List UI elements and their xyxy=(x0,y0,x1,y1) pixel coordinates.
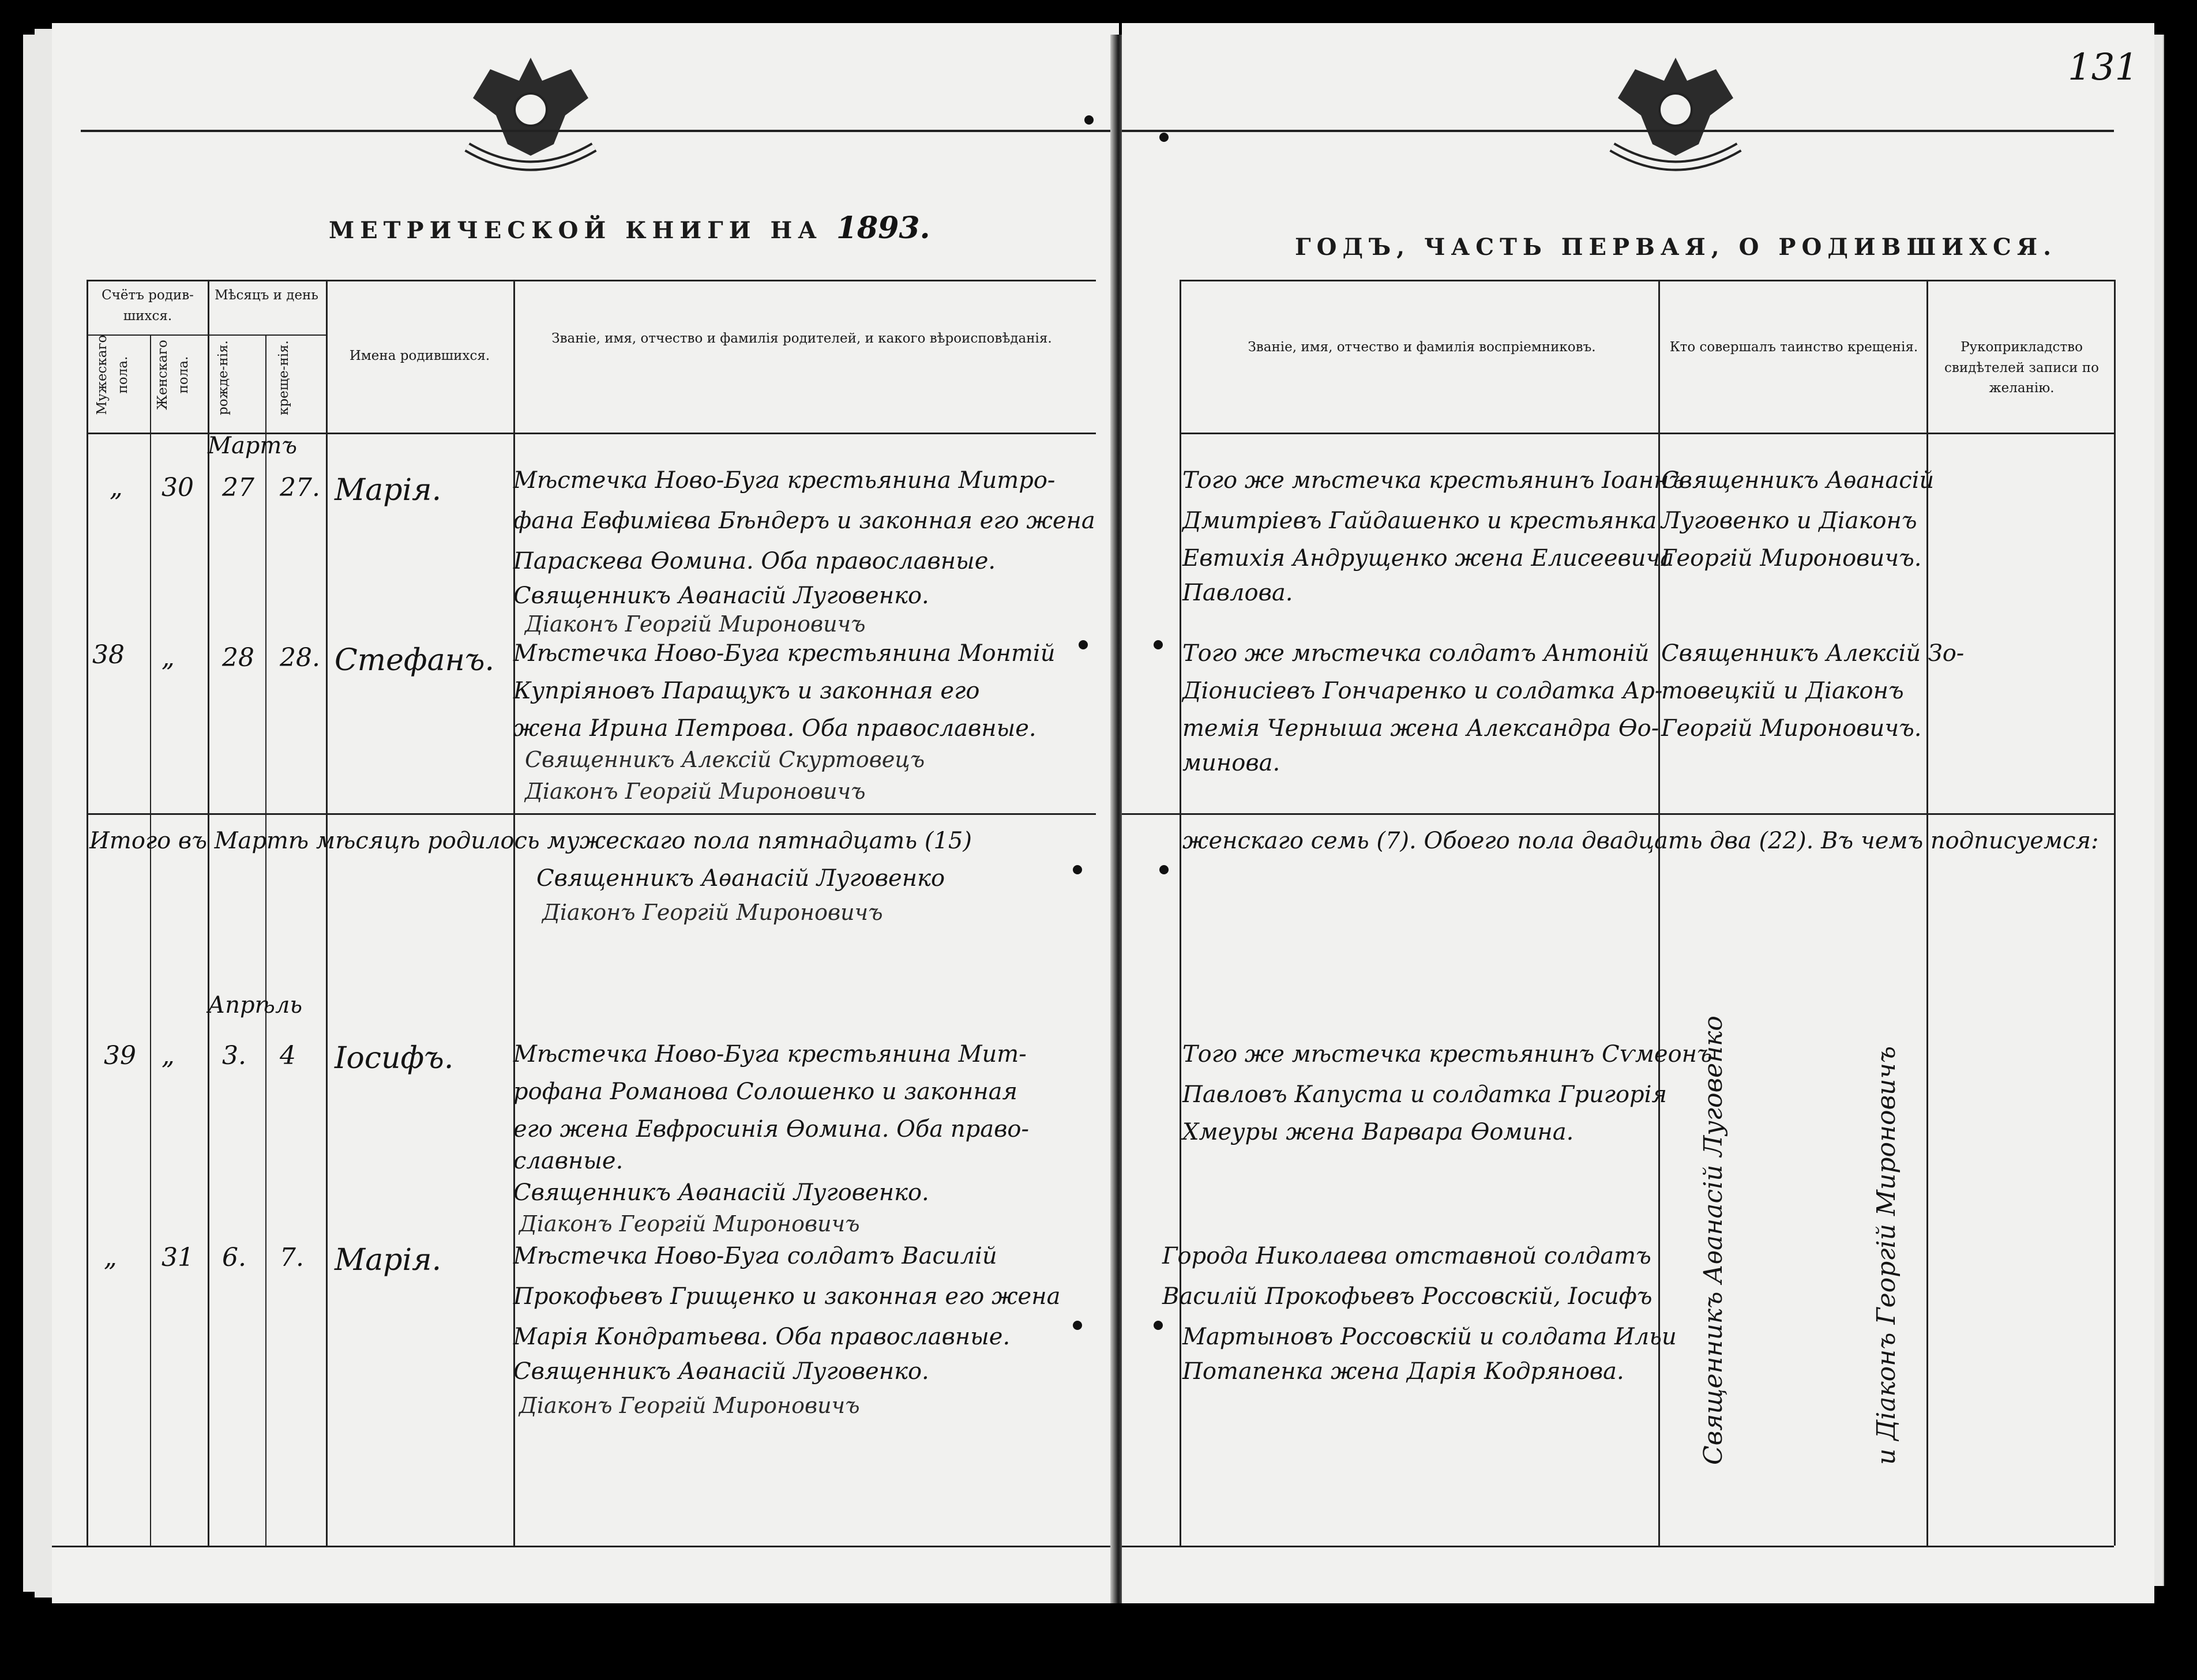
row1-performer-line: Священникъ Аѳанасій xyxy=(1661,467,1935,494)
col-header-godparents: Званіе, имя, отчество и фамилія воспріемниковъ. xyxy=(1248,340,1596,355)
vertical-performer-note: Священникъ Аѳанасій Луговенко xyxy=(1699,1016,1728,1465)
vertical-deacon-note: и Діаконъ Георгій Мироновичъ xyxy=(1872,1046,1901,1465)
summary-left: Итого въ Мартѣ мѣсяцѣ родилось мужескаго пола пятнадцать (15) xyxy=(89,828,972,854)
binding-hole xyxy=(1084,115,1094,125)
row1-priest: Священникъ Аѳанасій Луговенко. xyxy=(513,582,929,609)
row4-born: 6. xyxy=(222,1243,246,1272)
row1-male: „ xyxy=(110,473,123,502)
row2-performer-line: Георгій Мироновичъ. xyxy=(1661,715,1922,742)
table-bottom-rule xyxy=(52,1546,1119,1547)
row1-deacon: Діаконъ Георгій Мироновичъ xyxy=(525,611,866,637)
row4-parents-line: Марія Кондратьева. Оба православные. xyxy=(513,1324,1011,1350)
row3-godparents-line: Хмеуры жена Варвара Ѳомина. xyxy=(1182,1119,1574,1145)
row3-month: Апрѣль xyxy=(208,992,303,1018)
row4-female: 31 xyxy=(162,1243,194,1272)
col-line xyxy=(326,280,328,1546)
row4-godparents-line: Василій Прокофьевъ Россовскій, Іосифъ xyxy=(1162,1283,1653,1310)
row4-parents-line: Мѣстечка Ново-Буга солдатъ Василій xyxy=(513,1243,997,1269)
row3-born: 3. xyxy=(222,1041,246,1070)
col-header-date: Мѣсяцъ и день xyxy=(215,288,318,303)
row2-female: „ xyxy=(162,643,175,672)
col-line xyxy=(87,280,88,1546)
col-header-count: Счётъ родив-шихся. xyxy=(102,288,194,324)
row2-godparents-line: Діонисіевъ Гончаренко и солдатка Ар- xyxy=(1182,678,1663,704)
year-value: 1893. xyxy=(836,211,930,246)
row1-performer-line: Георгій Мироновичъ. xyxy=(1661,545,1922,572)
binding-hole xyxy=(1159,865,1169,874)
row4-parents-line: Прокофьевъ Грищенко и законная его жена xyxy=(513,1283,1061,1310)
row2-parents-line: Купріяновъ Паращукъ и законная его xyxy=(513,678,980,704)
top-rule xyxy=(81,130,1119,132)
row1-parents-line: Параскева Ѳомина. Оба православные. xyxy=(513,548,996,574)
col-header-female: Женскаго пола. xyxy=(155,340,191,410)
row3-male: 39 xyxy=(104,1041,136,1070)
row1-born: 27 xyxy=(222,473,254,502)
row2-godparents-line: минова. xyxy=(1182,750,1280,776)
summary-rule xyxy=(87,813,1096,815)
binding-hole xyxy=(1154,640,1163,649)
col-line xyxy=(150,335,151,1546)
row3-parents-line: славные. xyxy=(513,1148,624,1174)
row1-parents-line: фана Евфимієва Бѣндеръ и законная его жена xyxy=(513,508,1095,534)
row4-godparents-line: Мартыновъ Россовскій и солдата Ильи xyxy=(1182,1324,1677,1350)
page-title-continued: ГОДЪ, ЧАСТЬ ПЕРВАЯ, О РОДИВШИХСЯ. xyxy=(1295,234,2057,261)
row2-born: 28 xyxy=(222,643,254,672)
row2-signature: Священникъ Алексій Скуртовецъ xyxy=(525,747,925,772)
row3-deacon: Діаконъ Георгій Мироновичъ xyxy=(519,1211,860,1236)
row3-female: „ xyxy=(162,1041,175,1070)
row3-priest: Священникъ Аѳанасій Луговенко. xyxy=(513,1179,929,1206)
table-top-rule xyxy=(87,280,1096,281)
col-header-male: Мужескаго пола. xyxy=(95,335,130,415)
row2-baptized: 28. xyxy=(280,643,320,672)
row2-name: Стефанъ. xyxy=(335,643,495,678)
col-line xyxy=(208,280,209,1546)
col-header-performer: Кто совершалъ таинство крещенія. xyxy=(1669,340,1918,355)
row2-male: 38 xyxy=(92,640,125,670)
col-line xyxy=(2114,280,2116,1546)
col-line xyxy=(1180,280,1181,1546)
binding-hole xyxy=(1073,865,1082,874)
row1-parents-line: Мѣстечка Ново-Буга крестьянина Митро- xyxy=(513,467,1056,494)
row3-baptized: 4 xyxy=(280,1041,296,1070)
row1-godparents-line: Дмитріевъ Гайдашенко и крестьянка xyxy=(1182,508,1657,534)
row3-godparents-line: Того же мѣстечка крестьянинъ Сѵмеонъ xyxy=(1182,1041,1712,1068)
summary-priest: Священникъ Аѳанасій Луговенко xyxy=(536,865,945,892)
row1-female: 30 xyxy=(162,473,194,502)
binding-hole xyxy=(1073,1321,1082,1330)
row4-name: Марія. xyxy=(335,1243,442,1277)
row1-godparents-line: Павлова. xyxy=(1182,580,1293,606)
summary-right: женскаго семь (7). Обоего пола двадцать два (22). Въ чемъ подписуемся: xyxy=(1182,828,2099,854)
row4-godparents-line: Потапенка жена Дарія Кодрянова. xyxy=(1182,1358,1624,1385)
row1-name: Марія. xyxy=(335,473,442,508)
row3-godparents-line: Павловъ Капуста и солдатка Григорія xyxy=(1182,1081,1667,1108)
row4-deacon: Діаконъ Георгій Мироновичъ xyxy=(519,1393,860,1418)
summary-deacon: Діаконъ Георгій Мироновичъ xyxy=(542,900,883,925)
row2-parents-line: жена Ирина Петрова. Оба православные. xyxy=(513,715,1036,742)
row1-performer-line: Луговенко и Діаконъ xyxy=(1661,508,1917,534)
row1-month: Мартъ xyxy=(208,433,297,459)
row4-baptized: 7. xyxy=(280,1243,304,1272)
row2-parents-line: Мѣстечка Ново-Буга крестьянина Монтій xyxy=(513,640,1056,667)
page-title: МЕТРИЧЕСКОЙ КНИГИ НА 1893. xyxy=(329,211,930,246)
table-bottom-rule xyxy=(1122,1546,2114,1547)
row3-parents-line: рофана Романова Солошенко и законная xyxy=(513,1078,1018,1105)
binding-hole xyxy=(1159,133,1169,142)
col-header-birth: рожде-нія. xyxy=(216,340,231,415)
row2-performer-line: товецкій и Діаконъ xyxy=(1661,678,1904,704)
header-bottom-rule xyxy=(1180,433,2114,434)
row1-godparents-line: Того же мѣстечка крестьянинъ Іоаннъ xyxy=(1182,467,1685,494)
col-header-parents: Званіе, имя, отчество и фамилія родителей, и какого вѣроисповѣданія. xyxy=(551,331,1052,346)
row4-male: „ xyxy=(104,1243,117,1272)
row3-parents-line: Мѣстечка Ново-Буга крестьянина Мит- xyxy=(513,1041,1027,1068)
imperial-eagle-emblem xyxy=(456,46,606,179)
binding-hole xyxy=(1154,1321,1163,1330)
row3-name: Іосифъ. xyxy=(335,1041,454,1076)
table-top-rule xyxy=(1180,280,2114,281)
left-page xyxy=(52,23,1119,1603)
col-header-names: Имена родившихся. xyxy=(349,348,490,363)
row1-baptized: 27. xyxy=(280,473,320,502)
binding-hole xyxy=(1079,640,1088,649)
right-page xyxy=(1122,23,2154,1603)
row2-godparents-line: темія Черныша жена Александра Ѳо- xyxy=(1182,715,1659,742)
page-number: 131 xyxy=(2068,46,2139,89)
row2-godparents-line: Того же мѣстечка солдатъ Антоній xyxy=(1182,640,1650,667)
row2-deacon: Діаконъ Георгій Мироновичъ xyxy=(525,779,866,804)
row1-godparents-line: Евтихія Андрущенко жена Елисеевича xyxy=(1182,545,1674,572)
row4-priest: Священникъ Аѳанасій Луговенко. xyxy=(513,1358,929,1385)
top-rule xyxy=(1122,130,2114,132)
col-line xyxy=(265,335,266,1546)
col-header-baptism: креще-нія. xyxy=(276,340,291,415)
row4-godparents-line: Города Николаева отставной солдатъ xyxy=(1162,1243,1651,1269)
col-header-witnesses: Рукоприкладство свидѣтелей записи по желанію. xyxy=(1944,340,2099,396)
summary-rule xyxy=(1122,813,2114,815)
row2-performer-line: Священникъ Алексій Зо- xyxy=(1661,640,1965,667)
row3-parents-line: его жена Евфросинія Ѳомина. Оба право- xyxy=(513,1116,1030,1142)
imperial-eagle-emblem xyxy=(1601,46,1751,179)
